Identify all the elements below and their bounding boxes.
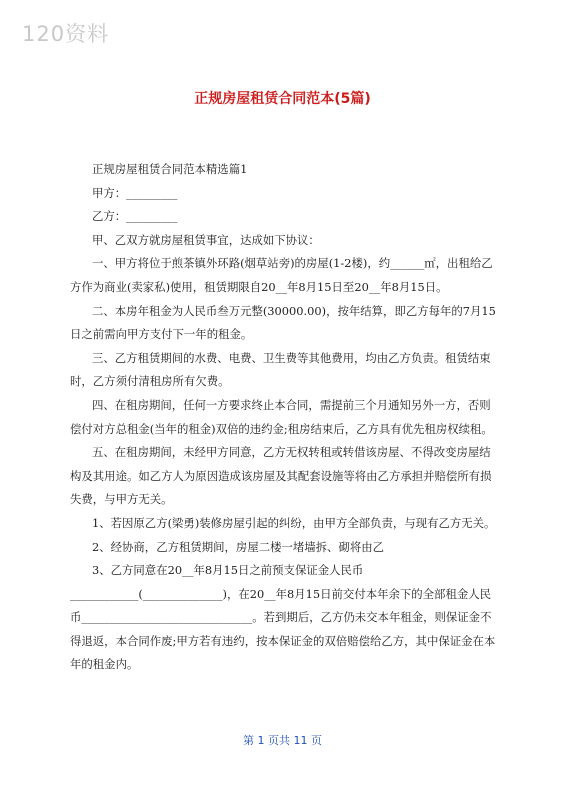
clause-4: 四、在租房期间，任何一方要求终止本合同，需提前三个月通知另外一方，否则偿付对方总租金(当年的租金)双倍的违约金;租房结束后，乙方具有优先租房权续租。 — [70, 397, 493, 436]
document-title: 正规房屋租赁合同范本(5篇) — [194, 91, 371, 107]
party-a-line: 甲方：_________ — [92, 185, 178, 200]
sub-clause-2: 2、经协商，乙方租赁期间，房屋二楼一堵墙拆、砌将由乙 — [92, 539, 385, 554]
agreement-intro: 甲、乙双方就房屋租赁事宜，达成如下协议： — [92, 232, 320, 247]
clause-3: 三、乙方租赁期间的水费、电费、卫生费等其他费用，均由乙方负责。租赁结束时，乙方须付清租房所有欠费。 — [70, 350, 491, 389]
sub-clause-1: 1、若因原乙方(梁勇)装修房屋引起的纠纷，由甲方全部负责，与现有乙方无关。 — [92, 515, 496, 530]
clause-1: 一、甲方将位于煎茶镇外环路(烟草站旁)的房屋(1-2楼)，约______㎡，出租给乙方作为商业(卖家私)使用，租赁期限自20__年8月15日至20__年8月15日。 — [70, 256, 493, 294]
page-number: 第 1 页共 11 页 — [243, 734, 322, 747]
party-b-line: 乙方：_________ — [92, 209, 178, 224]
watermark-logo: 120资料 — [22, 22, 110, 46]
clause-5: 五、在租房期间，未经甲方同意，乙方无权转租或转借该房屋、不得改变房屋结构及其用途。如乙方人为原因造成该房屋及其配套设施等将由乙方承担并赔偿所有损失费，与甲方无关。 — [70, 445, 492, 507]
document-body — [70, 158, 498, 677]
section-heading: 正规房屋租赁合同范本精选篇1 — [92, 162, 248, 176]
sub-clause-3: 3、乙方同意在20__年8月15日之前预支保证金人民币____________(______________)，在20__年8月15日前交付本年余下的全部租金人民币______________________________。若到期后，乙方仍未交本年租金，则保证金不得退返，本合同作废;甲方若有违约，按本保证金的双倍赔偿给乙方，其中保证金在本年的租金内。 — [70, 563, 496, 672]
clause-2: 二、本房年租金为人民币叁万元整(30000.00)，按年结算，即乙方每年的7月15日之前需向甲方支付下一年的租金。 — [70, 303, 496, 342]
